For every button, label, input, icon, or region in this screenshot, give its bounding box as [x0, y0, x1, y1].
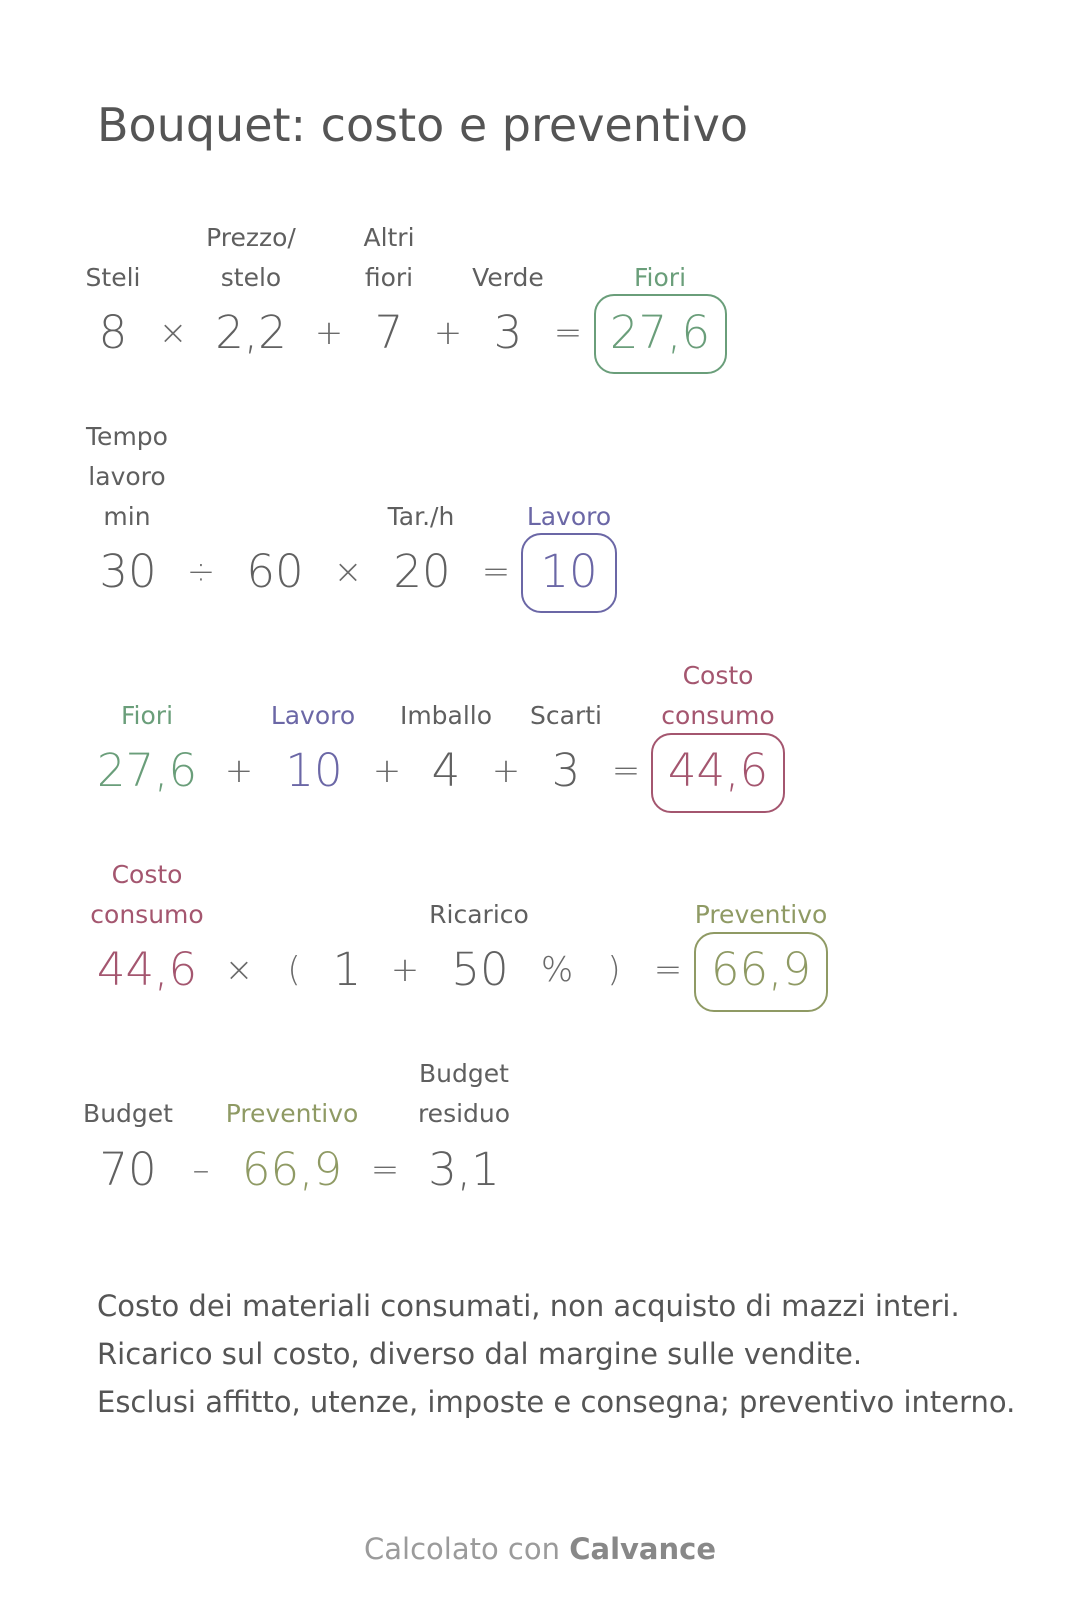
op-equals: = [553, 313, 583, 353]
value-preventivo-result: 66,9 [710, 943, 812, 996]
label-verde: Verde [472, 263, 544, 292]
label-altri-fiori: Altri fiori [363, 223, 415, 292]
label-imballo: Imballo [399, 701, 493, 730]
label-costo-consumo-result: Costo consumo [661, 661, 775, 730]
op-times: × [333, 552, 363, 592]
value-fiori: 27,6 [96, 744, 198, 797]
page-title: Bouquet: costo e preventivo [97, 98, 749, 152]
op-times: × [158, 313, 188, 353]
op-open-paren: ( [287, 950, 301, 990]
value-lavoro-result: 10 [540, 545, 598, 598]
op-divide: ÷ [186, 552, 216, 592]
op-equals: = [481, 552, 511, 592]
value-budget-residuo-result: 3,1 [428, 1143, 500, 1196]
op-plus: + [390, 950, 420, 990]
value-verde: 3 [493, 306, 523, 359]
value-tempo: 30 [99, 545, 157, 598]
label-tariffa-oraria: Tar./h [387, 502, 455, 531]
op-plus: + [433, 313, 463, 353]
value-steli: 8 [98, 306, 128, 359]
value-preventivo: 66,9 [241, 1143, 343, 1196]
note-ricarico: Ricarico sul costo, diverso dal margine sulle vendite. [97, 1337, 863, 1371]
value-lavoro: 10 [285, 744, 343, 797]
op-percent: % [540, 950, 574, 990]
footer-brand[interactable]: Calvance [569, 1532, 716, 1566]
op-equals: = [611, 751, 641, 791]
label-budget: Budget [83, 1099, 173, 1128]
op-equals: = [370, 1150, 400, 1190]
op-close-paren: ) [607, 950, 621, 990]
label-preventivo: Preventivo [225, 1099, 359, 1128]
op-times: × [224, 950, 254, 990]
value-uno: 1 [332, 943, 362, 996]
value-minuti-ora: 60 [246, 545, 304, 598]
note-esclusi: Esclusi affitto, utenze, imposte e consegna; preventivo interno. [97, 1385, 1016, 1419]
label-budget-residuo-result: Budget residuo [417, 1059, 511, 1128]
op-plus: + [314, 313, 344, 353]
label-fiori: Fiori [120, 701, 174, 730]
label-lavoro-result: Lavoro [526, 502, 612, 531]
value-budget: 70 [99, 1143, 157, 1196]
label-steli: Steli [85, 263, 141, 292]
footer-prefix: Calcolato con [364, 1532, 560, 1566]
value-altri-fiori: 7 [374, 306, 404, 359]
label-costo-consumo: Costo consumo [90, 860, 204, 929]
footer [0, 1532, 1080, 1566]
note-materiali: Costo dei materiali consumati, non acquisto di mazzi interi. [97, 1289, 960, 1323]
notes [97, 1282, 1017, 1426]
op-equals: = [653, 950, 683, 990]
label-scarti: Scarti [530, 701, 602, 730]
op-plus: + [224, 751, 254, 791]
label-preventivo-result: Preventivo [694, 900, 828, 929]
value-costo-consumo-result: 44,6 [667, 744, 769, 797]
op-minus: – [192, 1150, 210, 1190]
value-imballo: 4 [431, 744, 461, 797]
label-lavoro: Lavoro [270, 701, 356, 730]
value-fiori-result: 27,6 [609, 306, 711, 359]
label-ricarico: Ricarico [429, 900, 529, 929]
label-tempo-lavoro: Tempo lavoro min [86, 422, 168, 531]
value-tariffa: 20 [393, 545, 451, 598]
op-plus: + [491, 751, 521, 791]
value-scarti: 3 [551, 744, 581, 797]
label-fiori-result: Fiori [633, 263, 687, 292]
op-plus: + [372, 751, 402, 791]
value-prezzo-stelo: 2,2 [215, 306, 287, 359]
value-costo-consumo: 44,6 [96, 943, 198, 996]
value-ricarico: 50 [451, 943, 509, 996]
label-prezzo-stelo: Prezzo/ stelo [206, 223, 296, 292]
